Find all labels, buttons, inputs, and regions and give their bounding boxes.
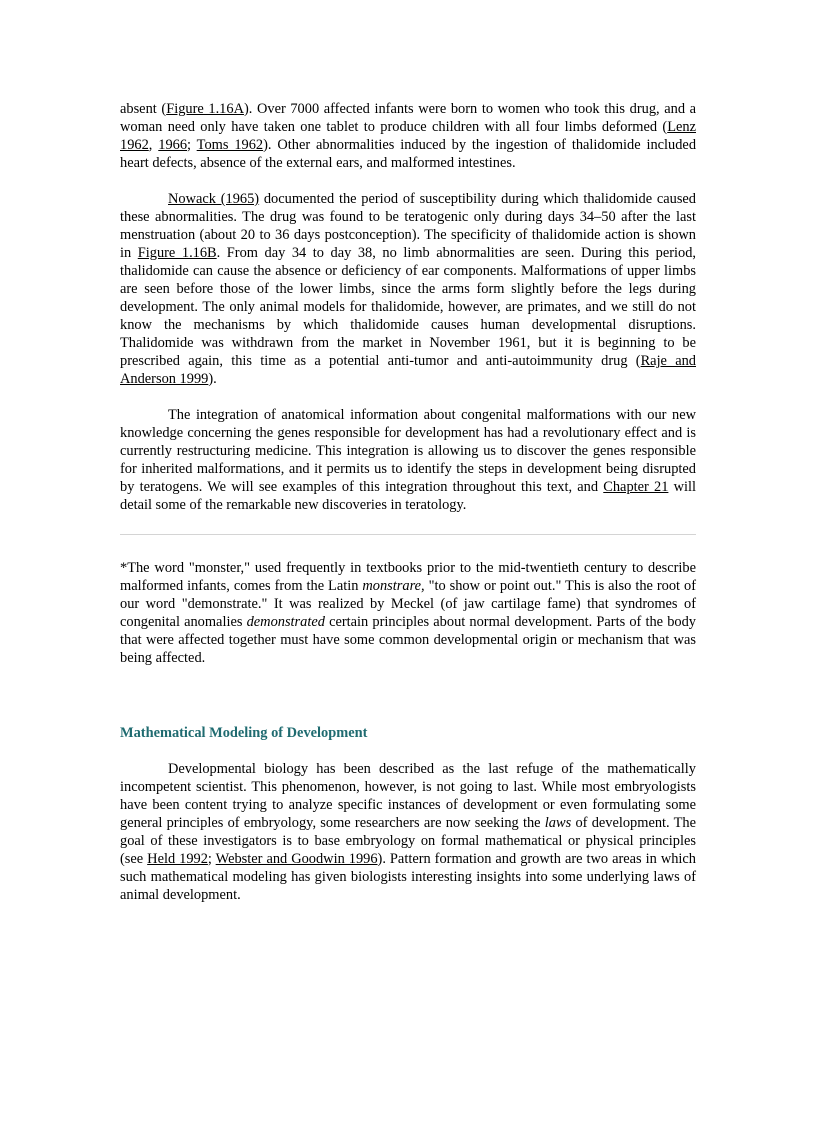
text-run: of development. The goal of these investigators is to base embryology on formal mathematical or physical principles (see <box>120 815 696 867</box>
text-run: certain principles about normal development. Parts of the body that were affected together must have some common developmental origin or mechanism that was being affected. <box>120 614 696 666</box>
link-toms-1962[interactable]: Toms 1962 <box>196 137 264 153</box>
link-figure-1-16b[interactable]: Figure 1.16B <box>137 245 217 261</box>
section-heading: Mathematical Modeling of Development <box>120 725 368 741</box>
text-run: documented the period of susceptibility during which thalidomide caused these abnormalities. The drug was found to be teratogenic only during days 34–50 after the last menstruation (about 20 to 36 days postconception). The specificity of thalidomide action is shown in <box>120 191 697 261</box>
text-run: ). Pattern formation and growth are two areas in which such mathematical modeling has given biologists interesting insights into some underlying laws of animal development. <box>120 851 696 903</box>
footnote-monster <box>120 559 696 667</box>
text-run: ). Other abnormalities induced by the ingestion of thalidomide included heart defects, absence of the external ears, and malformed intestines. <box>120 137 697 171</box>
link-held-1992[interactable]: Held 1992 <box>147 851 208 867</box>
text-run: ). <box>208 371 217 387</box>
paragraph-integration <box>120 406 696 514</box>
text-run: absent ( <box>120 101 167 117</box>
link-chapter-21[interactable]: Chapter 21 <box>603 479 669 495</box>
link-webster-goodwin-1996[interactable]: Webster and Goodwin 1996 <box>215 851 378 867</box>
paragraph-mathematical-modeling <box>120 760 696 904</box>
text-run: "to show or point out." This is also the root of our word "demonstrate." It was realized by Meckel (of jaw cartilage fame) that syndromes of congenital anomalies <box>120 578 696 630</box>
text-run: The integration of anatomical information about congenital malformations with our new knowledge concerning the genes responsible for development has had a revolutionary effect and is currently restructuring medicine. This integration is allowing us to discover the genes responsible for inherited malformations, and it permits us to identify the steps in development being disrupted by teratogens. We will see examples of this integration throughout this text, and <box>120 407 696 495</box>
link-raje-anderson-1999[interactable]: Raje and Anderson 1999 <box>120 353 696 387</box>
text-run: ; <box>207 851 216 867</box>
link-lenz-1962[interactable]: Lenz 1962 <box>120 119 696 153</box>
text-run: ; <box>187 137 197 153</box>
text-run: , <box>148 137 159 153</box>
link-lenz-1966[interactable]: 1966 <box>158 137 188 153</box>
italic-term: laws <box>544 815 572 831</box>
link-figure-1-16a[interactable]: Figure 1.16A <box>166 101 244 117</box>
text-run: will detail some of the remarkable new discoveries in teratology. <box>120 479 696 513</box>
document-page <box>120 100 696 904</box>
paragraph-susceptibility-period <box>120 190 696 388</box>
paragraph-thalidomide-effects <box>120 100 696 172</box>
text-run: *The word "monster," used frequently in textbooks prior to the mid-twentieth century to describe malformed infants, comes from the Latin <box>120 560 696 594</box>
text-run: Developmental biology has been described as the last refuge of the mathematically incompetent scientist. This phenomenon, however, is not going to last. While most embryologists have been content trying to analyze specific instances of development or even formulating some general principles of embryology, some researchers are now seeking the <box>120 761 696 831</box>
footnote-divider <box>120 534 696 535</box>
italic-term: monstrare, <box>362 578 425 594</box>
text-run: . From day 34 to day 38, no limb abnormalities are seen. During this period, thalidomide can cause the absence or deficiency of ear components. Malformations of upper limbs are seen before those of the lower limbs, since the arms form slightly before the legs during development. The only animal models for thalidomide, however, are primates, and we still do not know the mechanisms by which thalidomide causes human developmental disruptions. Thalidomide was withdrawn from the market in November 1961, but it is beginning to be prescribed again, this time as a potential anti-tumor and anti-autoimmunity drug ( <box>120 245 696 369</box>
italic-term: demonstrated <box>246 614 325 630</box>
text-run: ). Over 7000 affected infants were born to women who took this drug, and a woman need only have taken one tablet to produce children with all four limbs deformed ( <box>120 101 697 135</box>
link-nowack-1965[interactable]: Nowack (1965) <box>168 191 260 207</box>
